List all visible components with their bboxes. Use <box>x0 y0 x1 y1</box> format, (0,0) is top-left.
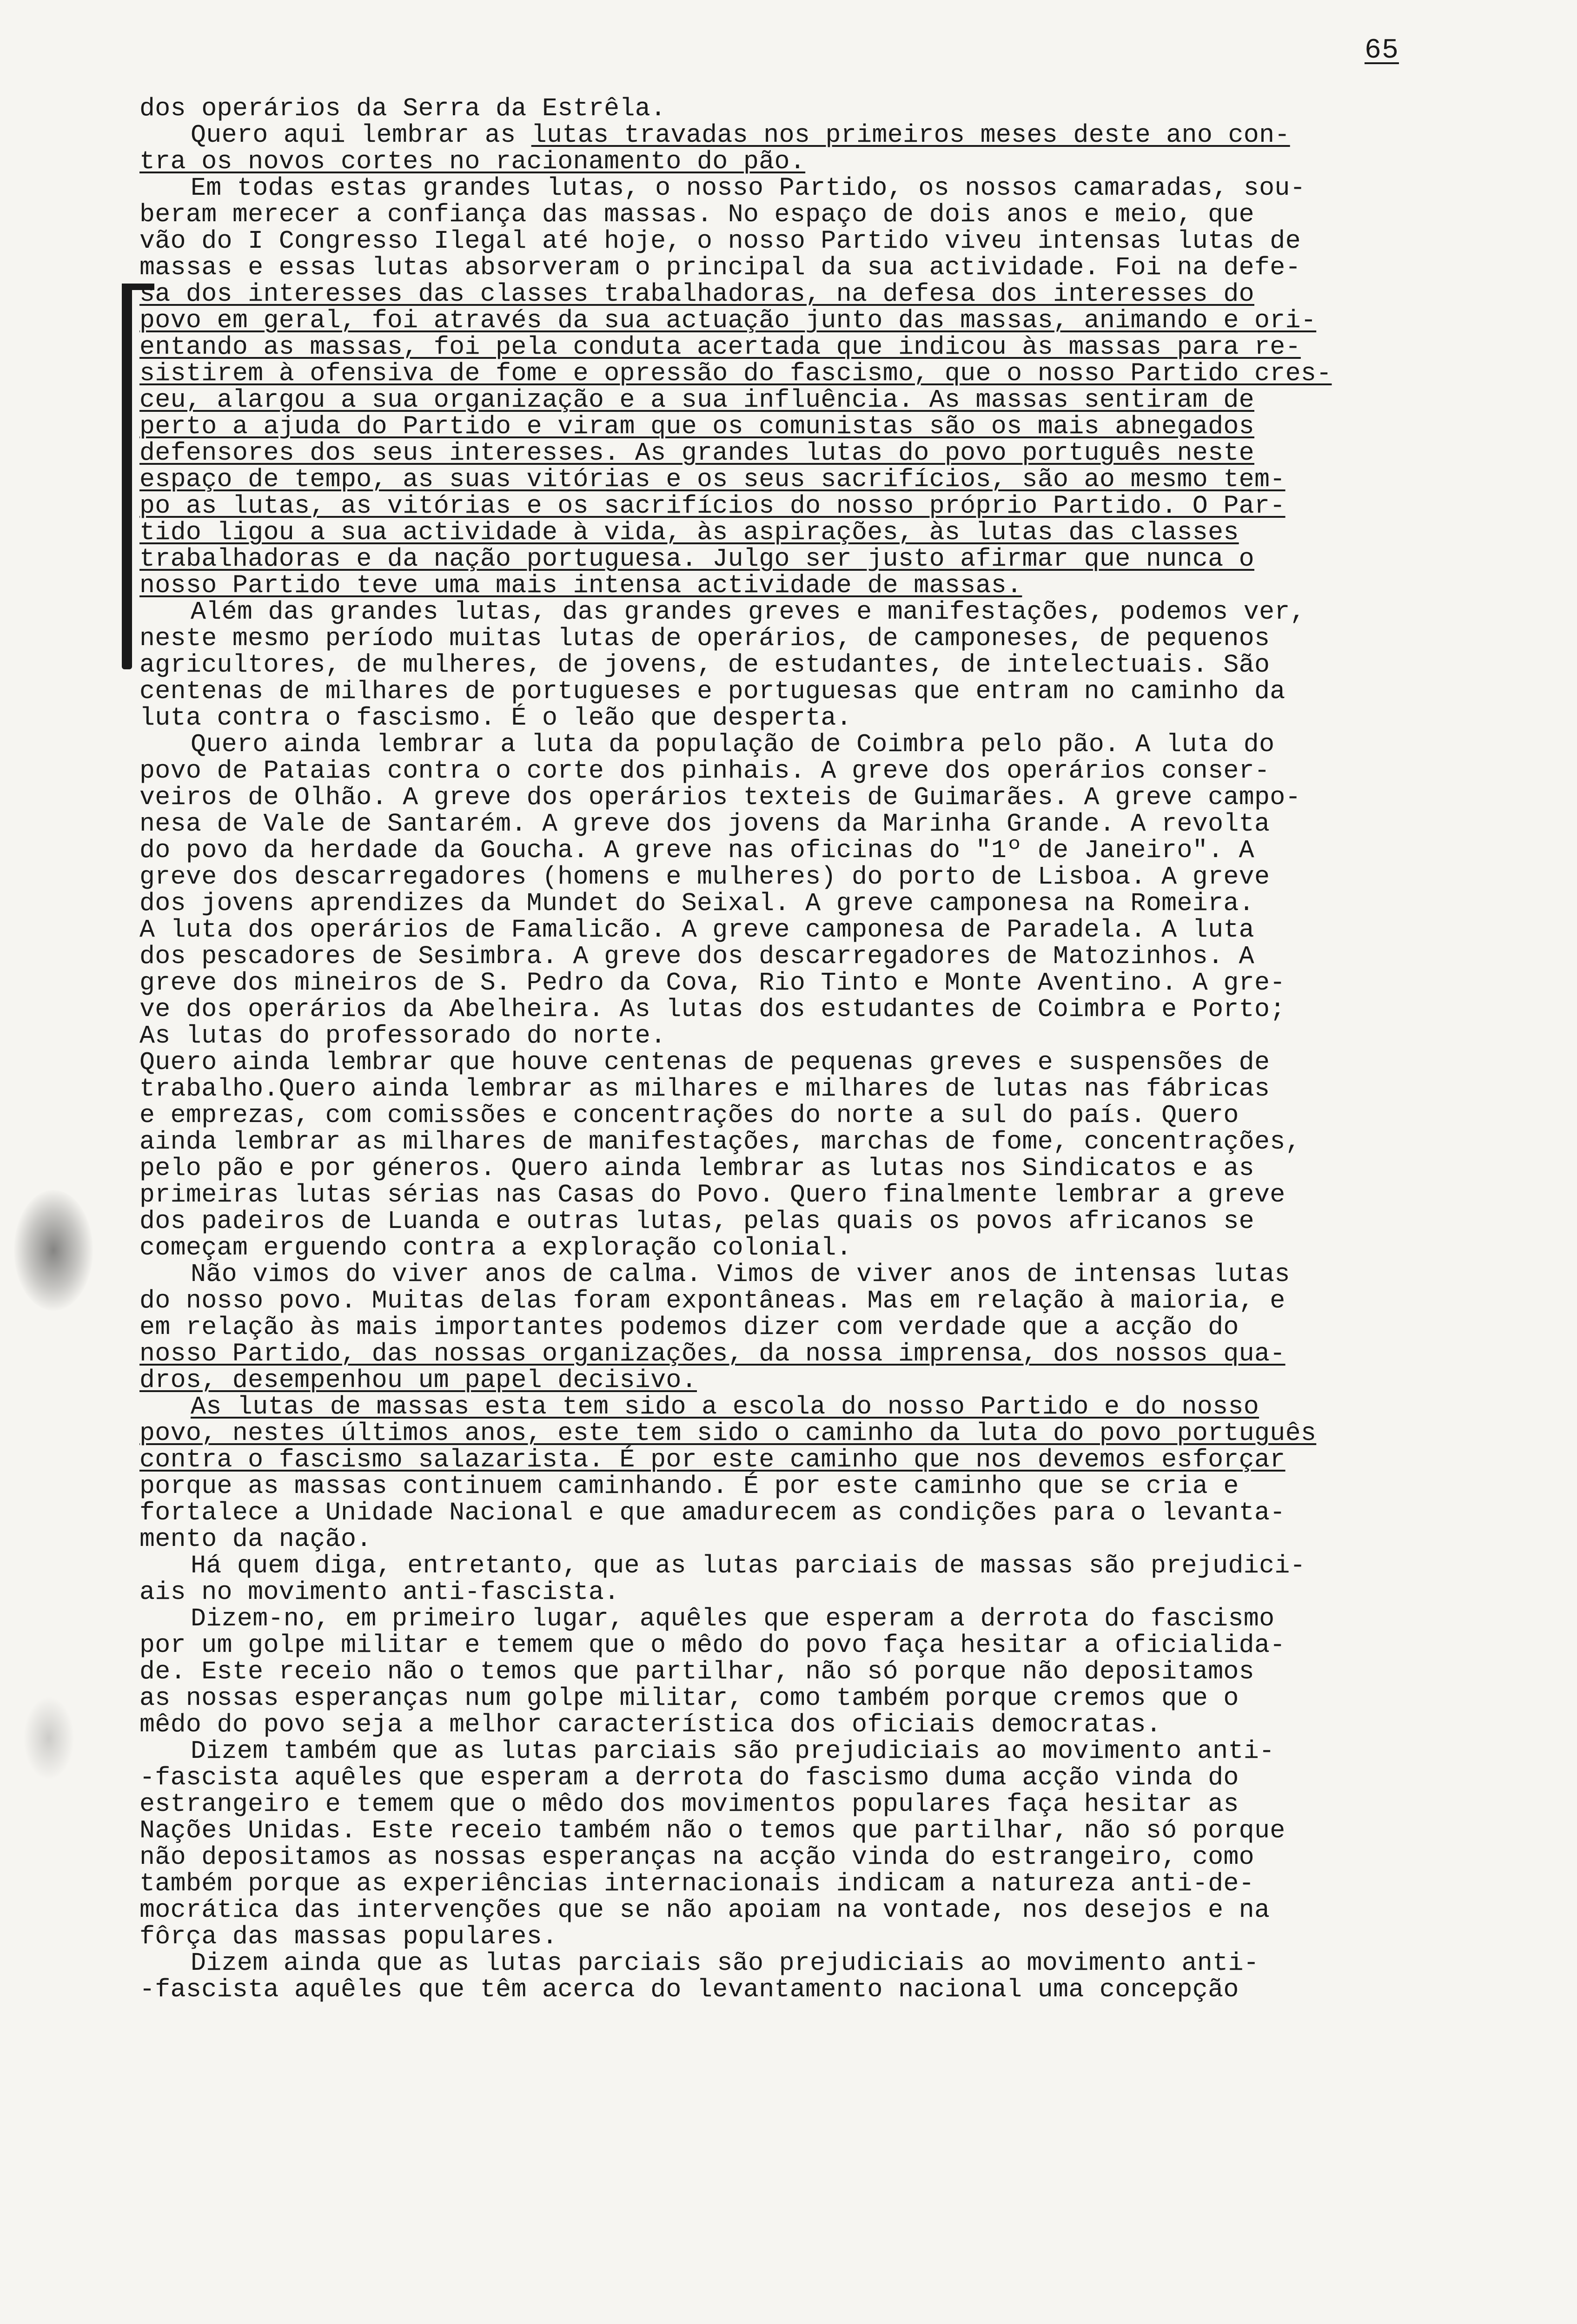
text-line: trabalho.Quero ainda lembrar as milhares e milhares de lutas nas fábricas <box>139 1074 1270 1103</box>
text-line: Dizem também que as lutas parciais são prejudiciais ao movimento anti- <box>191 1736 1275 1766</box>
text-line: beram merecer a confiança das massas. No espaço de dois anos e meio, que <box>139 200 1254 229</box>
text-line: Nações Unidas. Este receio também não o temos que partilhar, não só porque <box>139 1816 1285 1845</box>
text-line: centenas de milhares de portugueses e portuguesas que entram no caminho da <box>139 677 1285 706</box>
text-line: não depositamos as nossas esperanças na acção vinda do estrangeiro, como <box>139 1842 1254 1872</box>
text-line-underlined: trabalhadoras e da nação portuguesa. Julgo ser justo afirmar que nunca o <box>139 544 1254 574</box>
text-line: por um golpe militar e temem que o mêdo do povo faça hesitar a oficialida- <box>139 1631 1285 1660</box>
text-line-underlined: nosso Partido teve uma mais intensa actividade de massas. <box>139 571 1022 600</box>
text-line-underlined: tra os novos cortes no racionamento do pão. <box>139 147 806 176</box>
text-line: fortalece a Unidade Nacional e que amadurecem as condições para o levanta- <box>139 1498 1285 1527</box>
text-line: ainda lembrar as milhares de manifestações, marchas de fome, concentrações, <box>139 1127 1301 1156</box>
text-line-underlined: po as lutas, as vitórias e os sacrifícios do nosso próprio Partido. O Par- <box>139 491 1285 521</box>
text-line: Dizem ainda que as lutas parciais são prejudiciais ao movimento anti- <box>191 1948 1259 1978</box>
text-line: do povo da herdade da Goucha. A greve nas oficinas do "1º de Janeiro". A <box>139 836 1254 865</box>
text-line: mêdo do povo seja a melhor característica dos oficiais democratas. <box>139 1710 1162 1739</box>
text-line: de. Este receio não o temos que partilhar, não só porque não depositamos <box>139 1657 1254 1686</box>
text-line: ais no movimento anti-fascista. <box>139 1578 620 1607</box>
text-line-underlined: povo, nestes últimos anos, este tem sido o caminho da luta do povo português <box>139 1419 1317 1448</box>
text-line: As lutas do professorado do norte. <box>139 1021 666 1050</box>
text-line: -fascista aquêles que têm acerca do levantamento nacional uma concepção <box>139 1975 1239 2004</box>
text-line-underlined: espaço de tempo, as suas vitórias e os seus sacrifícios, são ao mesmo tem- <box>139 465 1285 494</box>
text-line: primeiras lutas sérias nas Casas do Povo. Quero finalmente lembrar a greve <box>139 1180 1285 1209</box>
text-line: -fascista aquêles que esperam a derrota do fascismo duma acção vinda do <box>139 1763 1239 1792</box>
text-line: dos jovens aprendizes da Mundet do Seixal. A greve camponesa na Romeira. <box>139 889 1254 918</box>
text-line-underlined: sa dos interesses das classes trabalhadoras, na defesa dos interesses do <box>139 279 1254 309</box>
text-line: dos pescadores de Sesimbra. A greve dos descarregadores de Matozinhos. A <box>139 942 1254 971</box>
text-line: Dizem-no, em primeiro lugar, aquêles que esperam a derrota do fascismo <box>191 1604 1275 1633</box>
text-line: fôrça das massas populares. <box>139 1922 558 1951</box>
text-line: as nossas esperanças num golpe militar, como também porque cremos que o <box>139 1684 1239 1713</box>
text-line: Além das grandes lutas, das grandes greves e manifestações, podemos ver, <box>191 597 1305 627</box>
text-line: dos padeiros de Luanda e outras lutas, pelas quais os povos africanos se <box>139 1207 1254 1236</box>
text-line: mocrática das intervenções que se não apoiam na vontade, nos desejos e na <box>139 1895 1270 1925</box>
text-line: pelo pão e por géneros. Quero ainda lembrar as lutas nos Sindicatos e as <box>139 1154 1254 1183</box>
text-line: do nosso povo. Muitas delas foram expontâneas. Mas em relação à maioria, e <box>139 1286 1285 1315</box>
text-line: agricultores, de mulheres, de jovens, de estudantes, de intelectuais. São <box>139 650 1270 680</box>
text-line-underlined: perto a ajuda do Partido e viram que os comunistas são os mais abnegados <box>139 412 1254 441</box>
text-line-underlined: povo em geral, foi através da sua actuação junto das massas, animando e ori- <box>139 306 1317 335</box>
text-line: greve dos mineiros de S. Pedro da Cova, Rio Tinto e Monte Aventino. A gre- <box>139 968 1285 997</box>
text-line-underlined: defensores dos seus interesses. As grandes lutas do povo português neste <box>139 438 1254 468</box>
text-line-underlined: entando as massas, foi pela conduta acertada que indicou às massas para re- <box>139 332 1301 362</box>
text-line <box>139 122 1562 148</box>
text-line: estrangeiro e temem que o mêdo dos movimentos populares faça hesitar as <box>139 1789 1239 1819</box>
text-line-underlined: contra o fascismo salazarista. É por este caminho que nos devemos esforçar <box>139 1445 1285 1474</box>
text-line: massas e essas lutas absorveram o principal da sua actividade. Foi na defe- <box>139 253 1301 282</box>
ink-smudge-mark <box>23 1697 74 1780</box>
text-line: greve dos descarregadores (homens e mulheres) do porto de Lisboa. A greve <box>139 862 1270 891</box>
text-line-underlined: nosso Partido, das nossas organizações, da nossa imprensa, dos nossos qua- <box>139 1339 1285 1368</box>
text-line: Não vimos do viver anos de calma. Vimos de viver anos de intensas lutas <box>191 1260 1290 1289</box>
text-line: Há quem diga, entretanto, que as lutas parciais de massas são prejudici- <box>191 1551 1305 1580</box>
text-line: também porque as experiências internacionais indicam a natureza anti-de- <box>139 1869 1254 1898</box>
body-text <box>139 95 1562 2003</box>
text-line: vão do I Congresso Ilegal até hoje, o nosso Partido viveu intensas lutas de <box>139 226 1301 256</box>
text-line: ve dos operários da Abelheira. As lutas dos estudantes de Coimbra e Porto; <box>139 995 1285 1024</box>
text-line: mento da nação. <box>139 1525 372 1554</box>
text-line-underlined: As lutas de massas esta tem sido a escola do nosso Partido e do nosso <box>191 1392 1259 1421</box>
page-number: 65 <box>1365 35 1399 66</box>
text-line: nesa de Vale de Santarém. A greve dos jovens da Marinha Grande. A revolta <box>139 809 1270 838</box>
text-line: neste mesmo período muitas lutas de operários, de camponeses, de pequenos <box>139 624 1270 653</box>
text-line: veiros de Olhão. A greve dos operários texteis de Guimarães. A greve campo- <box>139 783 1301 812</box>
text-line: começam erguendo contra a exploração colonial. <box>139 1233 852 1262</box>
text-line: porque as massas continuem caminhando. É por este caminho que se cria e <box>139 1472 1239 1501</box>
text-line: povo de Pataias contra o corte dos pinhais. A greve dos operários conser- <box>139 756 1270 786</box>
text-line-underlined: sistirem à ofensiva de fome e opressão do fascismo, que o nosso Partido cres- <box>139 359 1332 388</box>
text-line-underlined: ceu, alargou a sua organização e a sua influência. As massas sentiram de <box>139 385 1254 415</box>
margin-bracket-mark <box>122 284 132 669</box>
text-line: Em todas estas grandes lutas, o nosso Partido, os nossos camaradas, sou- <box>191 173 1305 203</box>
ink-blot-mark <box>14 1190 93 1311</box>
underlined-passage: Quero aqui lembrar as lutas travadas nos primeiros meses deste ano con- <box>191 120 1290 150</box>
text-line: Quero ainda lembrar que houve centenas de pequenas greves e suspensões de <box>139 1048 1270 1077</box>
text-line: Quero ainda lembrar a luta da população de Coimbra pelo pão. A luta do <box>191 730 1275 759</box>
text-line: luta contra o fascismo. É o leão que desperta. <box>139 703 852 733</box>
text-line: dos operários da Serra da Estrêla. <box>139 94 666 123</box>
text-line: e emprezas, com comissões e concentrações do norte a sul do país. Quero <box>139 1101 1239 1130</box>
text-line: A luta dos operários de Famalicão. A greve camponesa de Paradela. A luta <box>139 915 1254 944</box>
text-line: em relação às mais importantes podemos dizer com verdade que a acção do <box>139 1313 1239 1342</box>
text-line-underlined: dros, desempenhou um papel decisivo. <box>139 1366 697 1395</box>
text-line-underlined: tido ligou a sua actividade à vida, às aspirações, às lutas das classes <box>139 518 1239 547</box>
